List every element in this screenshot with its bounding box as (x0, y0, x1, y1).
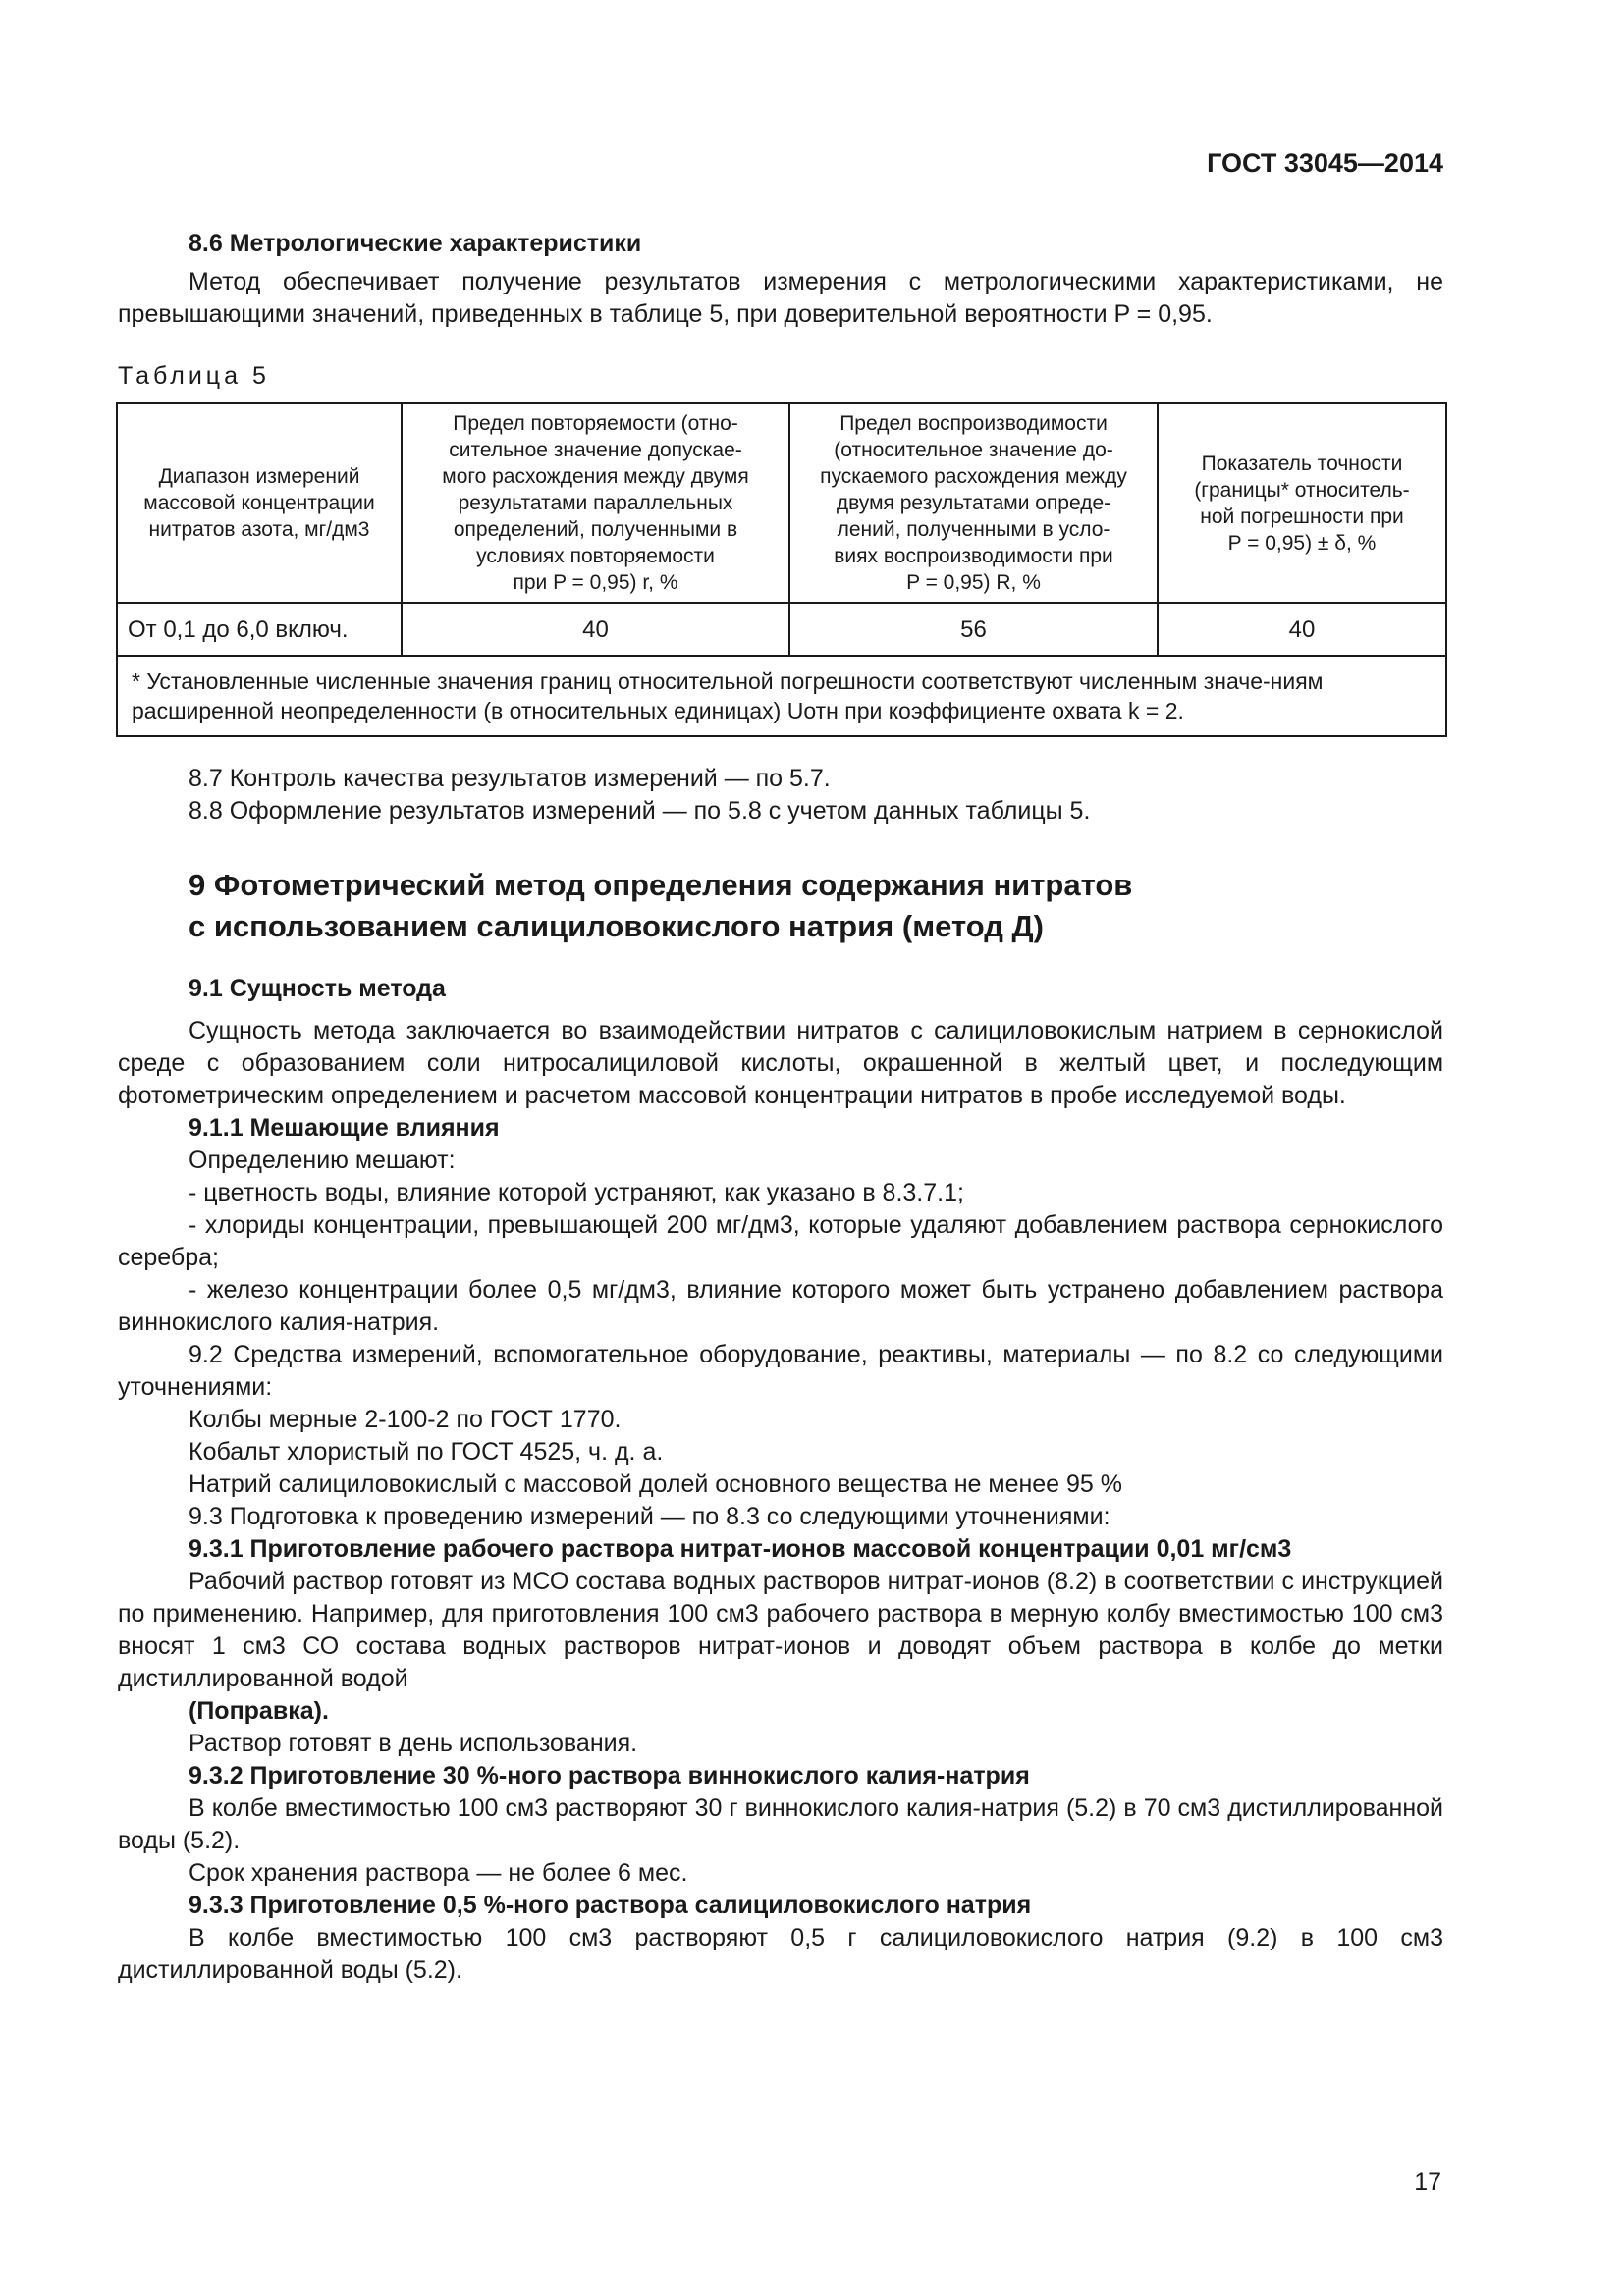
section-9-2-item-2: Кобальт хлористый по ГОСТ 4525, ч. д. а. (189, 1438, 664, 1466)
section-9-3-3-text: В колбе вместимостью 100 см3 растворяют 0,5 г салициловокислого натрия (9.2) в 100 см3 дистиллированной воды (5.2). (118, 1924, 1443, 1984)
table-header-reproducibility: Предел воспроизводимости (относительное значение до- пускаемого расхождения между двумя результатами опреде- лений, полученными в усло- виях воспроизводимости при P = 0,95) R, % (789, 403, 1158, 603)
document-header: ГОСТ 33045—2014 (1207, 148, 1443, 178)
amendment-note: (Поправка). (189, 1697, 329, 1725)
section-9-3-1-note: Раствор готовят в день использования. (189, 1730, 638, 1757)
paragraph-8-7: 8.7 Контроль качества результатов измерений — по 5.7. (189, 765, 831, 792)
section-9-1-heading: 9.1 Сущность метода (189, 975, 446, 1002)
interference-item-1: - цветность воды, влияние которой устраняют, как указано в 8.3.7.1; (189, 1179, 964, 1206)
section-9-1-1-heading: 9.1.1 Мешающие влияния (189, 1114, 500, 1142)
section-9-3-1-heading: 9.3.1 Приготовление рабочего раствора нитрат-ионов массовой концентрации 0,01 мг/см3 (189, 1535, 1292, 1563)
section-9-3-2-text: В колбе вместимостью 100 см3 растворяют 30 г виннокислого калия-натрия (5.2) в 70 см3 дистиллированной воды (5.2). (118, 1794, 1443, 1854)
section-8-6-heading: 8.6 Метрологические характеристики (189, 230, 642, 257)
table-5 (116, 402, 1447, 737)
page-content (118, 145, 1443, 1987)
section-9-3-3-heading: 9.3.3 Приготовление 0,5 %-ного раствора салициловокислого натрия (189, 1892, 1032, 1919)
section-9-title-line-2: с использованием салициловокислого натрия (метод Д) (189, 909, 1044, 943)
table-cell-reproducibility: 56 (789, 603, 1158, 656)
interference-lead: Определению мешают: (189, 1147, 456, 1174)
interference-item-2: - хлориды концентрации, превышающей 200 мг/дм3, которые удаляют добавлением раствора сернокислого серебра; (118, 1211, 1443, 1271)
table-cell-accuracy: 40 (1158, 603, 1446, 656)
table-header-row (117, 403, 1446, 603)
table-5-caption: Таблица 5 (118, 362, 270, 390)
table-row (117, 603, 1446, 656)
section-9-3-1-text: Рабочий раствор готовят из МСО состава водных растворов нитрат-ионов (8.2) в соответствии с инструкцией по применению. Например, для приготовления 100 см3 рабочего раствора в мерную колбу вместимостью 100 см3 вносят 1 см3 СО состава водных растворов нитрат-ионов и доводят объем раствора в колбе до метки дистиллированной водой (118, 1568, 1443, 1692)
section-9-3-2-heading: 9.3.2 Приготовление 30 %-ного раствора виннокислого калия-натрия (189, 1762, 1030, 1789)
section-9-1-text: Сущность метода заключается во взаимодействии нитратов с салициловокислым натрием в сернокислой среде с образованием соли нитросалициловой кислоты, окрашенной в желтый цвет, и последующим фотометрическим определением и расчетом массовой концентрации нитратов в пробе исследуемой воды. (118, 1017, 1443, 1109)
section-9-2-text: 9.2 Средства измерений, вспомогательное оборудование, реактивы, материалы — по 8.2 со следующими уточнениями: (118, 1341, 1443, 1401)
table-header-accuracy: Показатель точности (границы* относитель- ной погрешности при P = 0,95) ± δ, % (1158, 403, 1446, 603)
interference-item-3: - железо концентрации более 0,5 мг/дм3, влияние которого может быть устранено добавлением раствора виннокислого калия-натрия. (118, 1276, 1443, 1336)
section-8-6-text: Метод обеспечивает получение результатов измерения с метрологическими характеристиками, не превышающими значений, приведенных в таблице 5, при доверительной вероятности P = 0,95. (118, 268, 1443, 328)
section-9-3-2-note: Срок хранения раствора — не более 6 мес. (189, 1859, 688, 1887)
page-number: 17 (1414, 2168, 1441, 2196)
paragraph-8-8: 8.8 Оформление результатов измерений — по 5.8 с учетом данных таблицы 5. (189, 797, 1091, 825)
section-9-title-line-1: 9 Фотометрический метод определения содержания нитратов (189, 868, 1133, 902)
section-9-2-item-3: Натрий салициловокислый с массовой долей основного вещества не менее 95 % (189, 1470, 1123, 1498)
section-9-2-item-1: Колбы мерные 2-100-2 по ГОСТ 1770. (189, 1406, 622, 1433)
table-footnote: * Установленные численные значения границ относительной погрешности соответствуют численным значе-ниям расширенной неопределенности (в относительных единицах) Uотн при коэффициенте охвата k = 2. (117, 656, 1446, 736)
table-cell-range: От 0,1 до 6,0 включ. (117, 603, 402, 656)
section-9-3-text: 9.3 Подготовка к проведению измерений — по 8.3 со следующими уточнениями: (189, 1503, 1110, 1530)
table-footnote-row (117, 656, 1446, 736)
table-cell-repeatability: 40 (402, 603, 789, 656)
table-header-repeatability: Предел повторяемости (отно- сительное значение допускае- мого расхождения между двумя результатами параллельных определений, полученными в условиях повторяемости при P = 0,95) r, % (402, 403, 789, 603)
table-header-range: Диапазон измерений массовой концентрации нитратов азота, мг/дм3 (117, 403, 402, 603)
